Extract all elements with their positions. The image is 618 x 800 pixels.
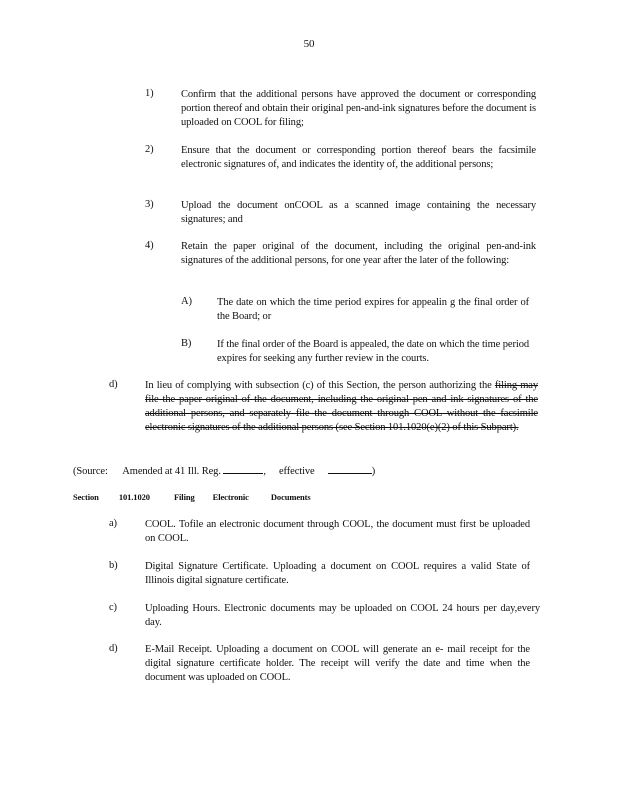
list-text: COOL. Tofile an electronic document through COOL, the document must first be uploaded on COOL. [145, 519, 530, 544]
list-label: d) [109, 643, 118, 654]
list-text: Upload the document onCOOL as a scanned image containing the necessary signatures; and [181, 200, 536, 225]
source-note: (Source: Amended at 41 Ill. Reg. , effective ) [73, 463, 553, 477]
struck-text: filing may file the paper original of the document, including the original pen and ink signatures of the additional persons, and separately file the document through COOL without the facsimile electronic signatures of the additional persons (see Section 101.1020(e)(2) of this Subpart). [145, 380, 539, 433]
list-label: 1) [145, 88, 154, 99]
list-label: B) [181, 338, 192, 349]
list-text: If the final order of the Board is appealed, the date on which the time period expires for seeking any further review in the courts. [217, 339, 529, 364]
source-prefix: (Source: [73, 466, 108, 477]
source-effective: effective [278, 466, 315, 477]
section-title-2: Electronic [212, 492, 249, 502]
list-text: Retain the paper original of the document, including the original pen-and-ink signatures of the additional persons, for one year after the later of the following: [181, 241, 536, 266]
list-text: Digital Signature Certificate. Uploading a document on COOL requires a valid State of Illinois digital signature certificate. [145, 561, 530, 586]
list-label: c) [109, 602, 117, 613]
list-text: Uploading Hours. Electronic documents may be uploaded on COOL 24 hours per day,every day. [145, 603, 540, 628]
list-label: A) [181, 296, 192, 307]
plain-text: In lieu of complying with subsection (c) of this Section, the person authorizing the [145, 380, 492, 391]
list-text: Ensure that the document or corresponding portion thereof bears the facsimile electronic signatures of, and indicates the identity of, the additional persons; [181, 145, 536, 170]
section-heading [73, 492, 311, 502]
list-label: a) [109, 518, 117, 529]
list-text: The date on which the time period expires for appealin g the final order of the Board; or [217, 297, 529, 322]
blank-line [223, 463, 263, 474]
source-suffix: ) [371, 466, 376, 477]
page-number: 50 [303, 38, 315, 50]
list-text: E-Mail Receipt. Uploading a document on COOL will generate an e- mail receipt for the digital signature certificate holder. The receipt will verify the date and time when the document was uploaded on COOL. [145, 644, 530, 683]
list-label: 4) [145, 240, 154, 251]
list-text [145, 379, 538, 435]
list-text: Confirm that the additional persons have approved the document or corresponding portion thereof and obtain their original pen-and-ink signatures before the document is uploaded on COOL for filing; [181, 89, 536, 128]
section-number: 101.1020 [118, 492, 150, 502]
list-label: 2) [145, 144, 154, 155]
section-title-3: Documents [270, 492, 311, 502]
list-label: d) [109, 379, 118, 390]
section-title-1: Filing [173, 492, 195, 502]
section-word: Section [73, 492, 99, 502]
source-amended: Amended at 41 Ill. Reg. [122, 466, 221, 477]
list-label: 3) [145, 199, 154, 210]
list-label: b) [109, 560, 118, 571]
blank-line [328, 463, 372, 474]
